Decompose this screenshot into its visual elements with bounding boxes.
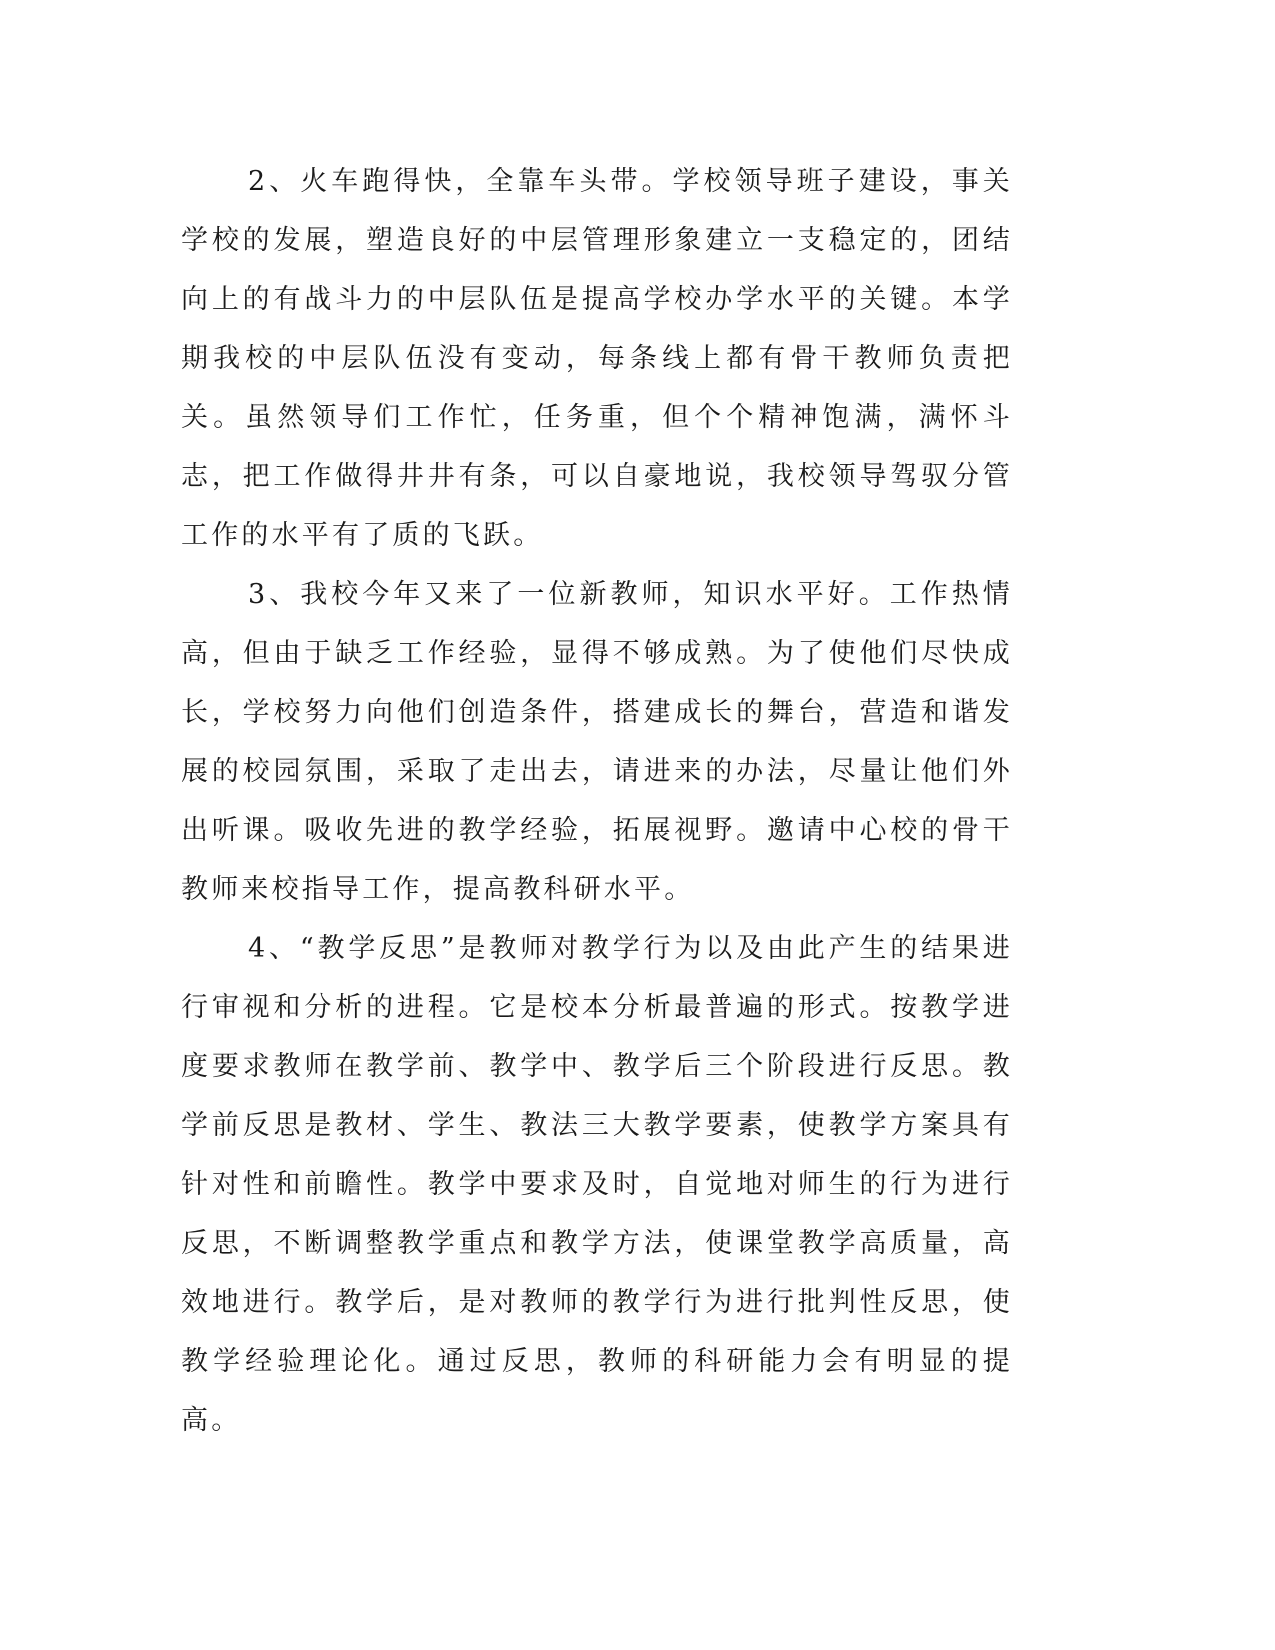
- paragraph-leadership: 2、火车跑得快，全靠车头带。学校领导班子建设，事关学校的发展，塑造良好的中层管理形象建立一支稳定的，团结向上的有战斗力的中层队伍是提高学校办学水平的关键。本学期我校的中层队伍没有变动，每条线上都有骨干教师负责把关。虽然领导们工作忙，任务重，但个个精神饱满，满怀斗志，把工作做得井井有条，可以自豪地说，我校领导驾驭分管工作的水平有了质的飞跃。: [181, 166, 1013, 551]
- paragraph-teaching-reflection: 4、“教学反思”是教师对教学行为以及由此产生的结果进行审视和分析的进程。它是校本分析最普遍的形式。按教学进度要求教师在教学前、教学中、教学后三个阶段进行反思。教学前反思是教材、学生、教法三大教学要素，使教学方案具有针对性和前瞻性。教学中要求及时，自觉地对师生的行为进行反思，不断调整教学重点和教学方法，使课堂教学高质量，高效地进行。教学后，是对教师的教学行为进行批判性反思，使教学经验理论化。通过反思，教师的科研能力会有明显的提高。: [181, 933, 1013, 1436]
- paragraph-new-teacher: 3、我校今年又来了一位新教师，知识水平好。工作热情高，但由于缺乏工作经验，显得不够成熟。为了使他们尽快成长，学校努力向他们创造条件，搭建成长的舞台，营造和谐发展的校园氛围，采取了走出去，请进来的办法，尽量让他们外出听课。吸收先进的教学经验，拓展视野。邀请中心校的骨干教师来校指导工作，提高教科研水平。: [181, 579, 1013, 905]
- document-body: [181, 152, 1013, 1450]
